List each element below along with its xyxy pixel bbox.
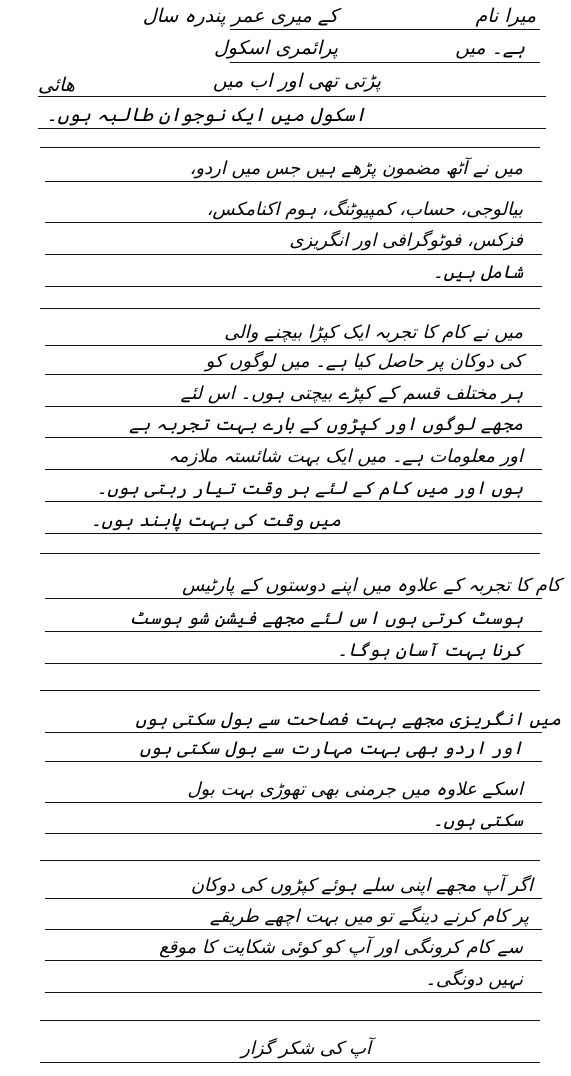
school-label: ہے۔ میں (455, 37, 525, 59)
signoff-text: آپ کی شکر گزار (241, 1038, 371, 1059)
line-rule (45, 960, 542, 961)
parties-line: کرنا بہت آسان ہوگا۔ (337, 640, 523, 661)
parties-line: کام کا تجربہ کے علاوہ میں اپنے دوستوں کے پارٹیس (182, 575, 561, 596)
line-rule (45, 732, 542, 733)
line-rule (45, 437, 542, 438)
line-rule (45, 898, 542, 899)
line-rule (45, 929, 542, 930)
header-underline-3 (38, 96, 546, 97)
languages-line: میں انگریزی مجھے بہت فصاحت سے بول سکتی ہوں (135, 709, 561, 730)
line-rule (45, 222, 542, 223)
experience-line: ہر مختلف قسم کے کپڑے بیچتی ہوں۔ اس لئے (180, 383, 523, 404)
experience-line: اور معلومات ہے۔ میں ایک بہت شائستہ ملازمہ (168, 446, 523, 467)
separator-rule (40, 553, 540, 554)
line-rule (45, 761, 542, 762)
student-line: اسکول میں ایک نوجوان طالبہ ہوں۔ (46, 104, 366, 126)
subjects-line: میں نے آٹھ مضمون پڑھے ہیں جس میں اردو، (189, 158, 523, 179)
age-text: کے میری عمر پندرہ سال (142, 5, 338, 27)
line-rule (45, 533, 542, 534)
languages-line: سکتی ہوں۔ (432, 810, 523, 831)
experience-line: مجھے لوگوں اور کپڑوں کے بارے بہت تجربہ ہے (129, 414, 523, 435)
subjects-line: فزکس، فوٹوگرافی اور انگریزی (289, 230, 523, 251)
separator-rule (40, 308, 540, 309)
languages-line: اور اردو بھی بہت مہارت سے بول سکتی ہوں (139, 738, 523, 759)
closing-line: سے کام کرونگی اور آپ کو کوئی شکایت کا موقع (159, 937, 523, 958)
separator-rule (40, 1020, 540, 1021)
line-rule (45, 254, 542, 255)
study-intro-text: پڑتی تھی اور اب میں (212, 70, 381, 92)
languages-line: اسکے علاوہ میں جرمنی بھی تھوڑی بہت بول (187, 779, 523, 800)
line-rule (45, 833, 542, 834)
header-underline-4 (38, 128, 546, 129)
closing-line: اگر آپ مجھے اپنی سلے ہوئے کپڑوں کی دوکان (190, 875, 533, 896)
signoff-underline (40, 1062, 540, 1063)
subjects-line: شامل ہیں۔ (432, 262, 523, 283)
line-rule (45, 631, 542, 632)
experience-line: کی دوکان پر حاصل کیا ہے۔ میں لوگوں کو (205, 351, 523, 372)
separator-rule (40, 690, 540, 691)
name-label: میرا نام (475, 5, 536, 27)
header-underline-2 (230, 62, 540, 63)
header-underline-1 (230, 29, 540, 30)
line-rule (45, 181, 542, 182)
line-rule (45, 501, 542, 502)
line-rule (45, 992, 542, 993)
line-rule (45, 598, 542, 599)
parties-line: ہوسٹ کرتی ہوں اس لئے مجھے فیشن شو ہوسٹ (129, 608, 523, 629)
separator-rule (40, 860, 540, 861)
line-rule (45, 374, 542, 375)
line-rule (45, 345, 542, 346)
subjects-line: بیالوجی، حساب، کمپیوٹنگ، ہوم اکنامکس، (206, 199, 523, 220)
experience-line: ہوں اور میں کام کے لئے ہر وقت تیار رہتی ہوں۔ (96, 478, 523, 499)
separator-rule (40, 147, 540, 148)
closing-line: نہیں دونگی۔ (425, 969, 523, 990)
school-name: پرائمری اسکول (213, 37, 338, 59)
line-rule (45, 286, 542, 287)
experience-line: میں وقت کی بہت پابند ہوں۔ (90, 510, 341, 531)
line-rule (45, 406, 542, 407)
line-rule (45, 663, 542, 664)
closing-line: پر کام کرنے دینگے تو میں بہت اچھے طریقے (209, 906, 529, 927)
line-rule (45, 802, 542, 803)
experience-line: میں نے کام کا تجربہ ایک کپڑا بیچنے والی (224, 322, 523, 343)
high-word: ھائی (38, 74, 75, 96)
line-rule (45, 469, 542, 470)
